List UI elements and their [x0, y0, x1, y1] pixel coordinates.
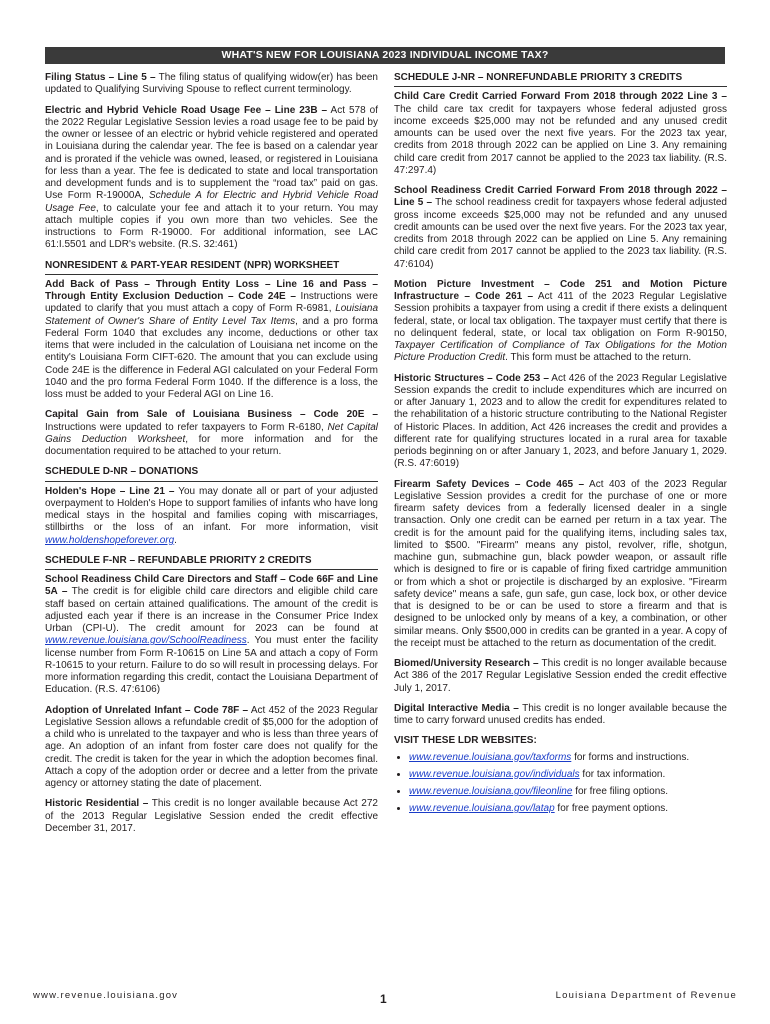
- section-title: Electric and Hybrid Vehicle Road Usage Fee – Line 23B –: [45, 104, 328, 116]
- historic-residential-section: [45, 798, 378, 835]
- section-title: Capital Gain from Sale of Louisiana Business – Code 20E –: [45, 409, 378, 421]
- section-body: Act 403 of the 2023 Regular Legislative Session provides a credit for the purchase of one or more firearm safety devices from a federally licensed dealer in a single transaction. Only one credit can be earned per return in a tax year. The credit is for the amount paid for the qualifying items, including sales tax, limited to $500. "Firearm" means any pistol, revolver, rifle, shotgun, machine gun, submachine gun, black powder weapon, or assault rifle which is designed to fire or is capable of firing fixed cartridge ammunition or from which a shot or projectile is discharged by an explosive. "Firearm safety device" means a safe, gun safe, gun case, lock box, or other device that is designed to be or can be used to store a firearm and that is designed to be unlocked only by means of a key, a combination, or other similar means. Only $500,000 in credits can be granted in a year. A copy of the receipt must be attached to the return as documentation of the credit.: [394, 478, 727, 649]
- section-body: The school readiness credit for taxpayers whose federal adjusted gross income exceeds $25,000 may not be refunded and any unused credit amounts can be used over the next five years. For the 2023 tax year, credits from 2018 through 2022 can be applied on Line 5. Any remaining child care credit from 2017 cannot be applied to the 2023 tax liability. (R.S. 47:6104): [394, 197, 727, 270]
- list-item: [409, 803, 727, 815]
- digital-section: [394, 703, 727, 728]
- footer-department: Louisiana Department of Revenue: [555, 990, 737, 1001]
- section-body: Instructions were updated to clarify that you must attach a copy of Form R-6981,: [45, 291, 378, 315]
- footer-website: www.revenue.louisiana.gov: [33, 990, 179, 1001]
- form-title: Louisiana Statement of Owner's Share of Entity Level Tax Items: [45, 303, 378, 327]
- section-body: You may donate all or part of your adjusted overpayment to Holden's Hope to support families of infants who have long medical stays in the hospital and families coping with miscarriages, stillbirths or the loss of an infant. For more information, visit: [45, 485, 378, 534]
- fileonline-link[interactable]: www.revenue.louisiana.gov/fileonline: [409, 786, 573, 797]
- section-title: Child Care Credit Carried Forward From 2018 through 2022 Line 3 –: [394, 91, 727, 103]
- section-body: The filing status of qualifying widow(er) has been updated to Qualifying Surviving Spouse to reflect current terminology.: [45, 72, 378, 96]
- section-title: School Readiness Child Care Directors and Staff – Code 66F and Line 5A –: [45, 574, 378, 598]
- form-title: Net Capital Gains Deduction Worksheet: [45, 421, 379, 445]
- link-description: for forms and instructions.: [571, 751, 690, 763]
- list-item: [409, 769, 727, 781]
- section-title: Motion Picture Investment – Code 251 and Motion Picture Infrastructure – Code 261 –: [394, 278, 727, 302]
- section-body: Act 452 of the 2023 Regular Legislative Session allows a refundable credit of $5,000 for the adoption of a child who is unrelated to the taxpayer and who is less than three years of age. An adoption of an infant from foster care does not qualify for the credit. The credit is taken for the year in which the adoption becomes final. Attach a copy of the adoption order or decree and a letter from the private agency or attorney stating the date of placement.: [45, 704, 378, 789]
- list-item: [409, 786, 727, 798]
- right-column: [394, 72, 727, 821]
- ev-fee-section: [45, 105, 378, 252]
- section-title: Holden's Hope – Line 21 –: [45, 485, 175, 497]
- section-body: Act 578 of the 2022 Regular Legislative Session levies a road usage fee to be paid by the owner or lessee of an electric or hybrid vehicle registered and operated in Louisiana during the calendar year. The fee is based on a calendar year and is prorated if the vehicle was owned, leased, or registered in Louisiana for less than a year. The fee is dedicated to state and local transportation and development funds and is to supplement the “road tax” paid on gas. Use Form R-19000A,: [45, 104, 378, 202]
- section-body: Instructions were updated to refer taxpayers to Form R-6180,: [45, 421, 328, 433]
- firearm-section: [394, 479, 727, 651]
- section-title: Filing Status – Line 5 –: [45, 72, 156, 83]
- section-title: Adoption of Unrelated Infant – Code 78F –: [45, 704, 249, 716]
- npr-heading: NONRESIDENT & PART-YEAR RESIDENT (NPR) WORKSHEET: [45, 260, 378, 275]
- list-item: [409, 752, 727, 764]
- section-body: This credit is no longer available because the time to carry forward unused credits has ended.: [394, 702, 727, 726]
- biomed-section: [394, 658, 727, 695]
- childcare-section: [394, 91, 727, 177]
- section-title: Add Back of Pass – Through Entity Loss – Line 16 and Pass – Through Entity Exclusion Deduction – Code 24E –: [45, 278, 378, 302]
- websites-list: [394, 752, 727, 816]
- section-body: .: [174, 534, 177, 546]
- filing-status-section: [45, 72, 378, 97]
- section-body: Act 426 of the 2023 Regular Legislative Session expands the credit to include expenditures which are incurred on or after January 1, 2023 and to allow the credit for expenditures related to the rehabilitation of a historic structure contributing to the National Register of Historic Places. In addition, Act 426 increases the credit and provides a different rate for qualifying structures located in a rural area for taxable periods beginning on or after January 1, 2023, and before January 1, 2029. (R.S. 47:6019): [394, 372, 727, 470]
- section-body: , to calculate your fee and attach it to your return. You may attach multiple copies if you own more than two vehicles. See the instructions to Form R-19000. For additional information, see LAC 61:I.5501 and LDR's website. (R.S. 32:461): [45, 202, 378, 251]
- section-title: Firearm Safety Devices – Code 465 –: [394, 478, 585, 490]
- section-body: This credit is no longer available because Act 386 of the 2017 Regular Legislative Session ended the credit effective July 1, 2017.: [394, 658, 727, 694]
- page-number: 1: [380, 992, 387, 1006]
- section-body: . This form must be attached to the return.: [505, 352, 692, 364]
- jnr-heading: SCHEDULE J-NR – NONREFUNDABLE PRIORITY 3 CREDITS: [394, 72, 727, 87]
- section-title: Historic Residential –: [45, 798, 149, 810]
- websites-heading: VISIT THESE LDR WEBSITES:: [394, 735, 537, 747]
- left-column: [45, 72, 378, 843]
- dnr-heading: SCHEDULE D-NR – DONATIONS: [45, 466, 378, 481]
- section-body: The credit is for eligible child care directors and eligible child care staff based on certain attained qualifications. The amount of the credit is adjusted each year if there is an increase in the Consumer Price Index Urban (CPI-U). The credit amount for 2023 can be found at: [45, 586, 378, 634]
- form-title: Taxpayer Certification of Compliance of Tax Obligations for the Motion Picture Production Credit: [394, 340, 727, 364]
- adoption-section: [45, 705, 378, 791]
- section-body: , for more information and for the documentation required to be attached to your return.: [45, 433, 378, 457]
- link-description: for free payment options.: [554, 803, 669, 815]
- link-description: for tax information.: [579, 768, 666, 780]
- section-body: This credit is no longer available because Act 272 of the 2013 Regular Legislative Session ended the credit effective December 31, 2017.: [45, 798, 378, 834]
- school-readiness-section: [394, 185, 727, 271]
- fnr-heading: SCHEDULE F-NR – REFUNDABLE PRIORITY 2 CREDITS: [45, 555, 378, 570]
- taxforms-link[interactable]: www.revenue.louisiana.gov/taxforms: [409, 751, 572, 763]
- school-readiness-link[interactable]: www.revenue.louisiana.gov/SchoolReadiness: [45, 635, 247, 647]
- section-body: Act 411 of the 2023 Regular Legislative Session prohibits a taxpayer from using a credit if there exists a delinquent federal, state, or local tax obligation. The taxpayer must certify that there is no delinquent federal, state, or local tax obligation on Form R-90150,: [394, 291, 727, 339]
- section-title: Biomed/University Research –: [394, 658, 539, 669]
- historic-structures-section: [394, 373, 727, 471]
- school-directors-section: [45, 574, 378, 697]
- section-body: The child care tax credit for taxpayers whose federal adjusted gross income exceeds $25,000 may not be refunded and any unused credit amounts can be used over the next five years. For the 2023 tax year, credits from 2018 through 2022 can be applied on Line 3. Any remaining child care credit from 2017 cannot be applied to the 2023 tax liability. (R.S. 47:297.4): [394, 103, 727, 176]
- page-banner: WHAT'S NEW FOR LOUISIANA 2023 INDIVIDUAL INCOME TAX?: [45, 47, 725, 64]
- section-title: School Readiness Credit Carried Forward From 2018 through 2022 – Line 5 –: [394, 185, 727, 209]
- individuals-link[interactable]: www.revenue.louisiana.gov/individuals: [409, 768, 580, 780]
- form-title: Schedule A for Electric and Hybrid Vehicle Road Usage Fee: [45, 190, 378, 214]
- motion-picture-section: [394, 279, 727, 365]
- section-title: Digital Interactive Media –: [394, 702, 519, 714]
- addback-section: [45, 279, 378, 402]
- section-body: . You must enter the facility license number from Form R-10615 on Line 5A and attach a copy of Form R-10615 to your return. Failure to do so will result in processing delays. For more information regarding this credit, contact the Louisiana Department of Education. (R.S. 47:6106): [45, 635, 378, 696]
- latap-link[interactable]: www.revenue.louisiana.gov/latap: [409, 803, 555, 815]
- capgain-section: [45, 409, 378, 458]
- holden-section: [45, 486, 378, 547]
- section-body: , and a pro forma Federal Form 1040 that excludes any income, deductions or other tax items that were included in the calculation of Louisiana net income on the entity's Louisiana Form CIFT-620. The amount that you can exclude using Code 24E is the difference in Federal AGI calculated on your Federal Form 1040 and the pro forma Federal Form 1040. If the difference is a loss, the loss must be added to your Federal AGI on Line 16.: [45, 315, 378, 400]
- holden-link[interactable]: www.holdenshopeforever.org: [45, 534, 175, 546]
- link-description: for free filing options.: [572, 786, 669, 797]
- section-title: Historic Structures – Code 253 –: [394, 372, 549, 384]
